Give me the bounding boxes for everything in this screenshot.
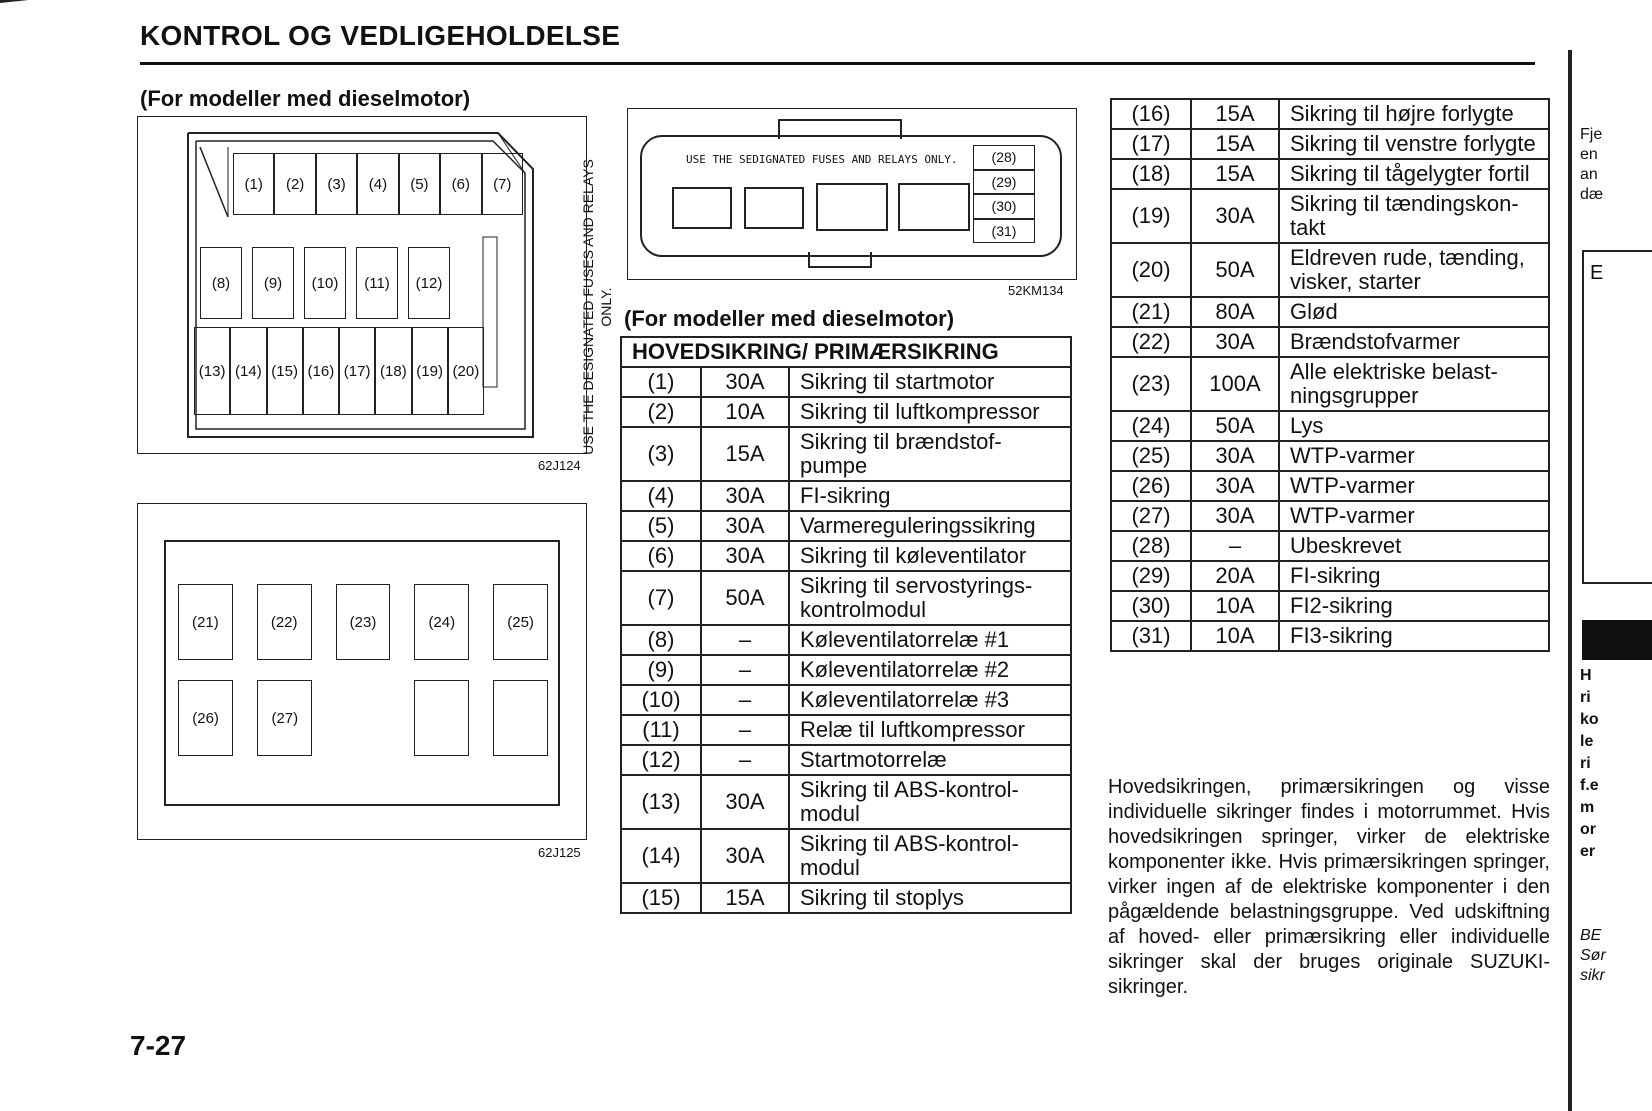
fuse-amperage: 30A (701, 775, 789, 829)
housing-tab-top (778, 119, 902, 139)
fuse-description: FI-sikring (789, 481, 1071, 511)
fuse-amperage: 80A (1191, 297, 1279, 327)
relay-slot: (12) (408, 247, 450, 319)
fuse-slot: (28) (973, 145, 1035, 170)
fuse-description: Sikring til startmotor (789, 367, 1071, 397)
fuse-amperage: 30A (701, 367, 789, 397)
fuse-amperage: 30A (701, 829, 789, 883)
relay-slot: (27) (257, 680, 312, 756)
section-label-left: (For modeller med dieselmotor) (140, 86, 471, 111)
fuse-description: Sikring til venstre forlygte (1279, 129, 1549, 159)
fuse-slot: (19) (412, 327, 448, 415)
table-row (621, 367, 1071, 397)
relay-slot: (26) (178, 680, 233, 756)
figure-code: 52KM134 (1008, 283, 1064, 298)
fuse-number: (1) (621, 367, 701, 397)
fuse-slot: (7) (482, 153, 523, 215)
fuse-description: Køleventilatorrelæ #1 (789, 625, 1071, 655)
fuse-number: (7) (621, 571, 701, 625)
housing-tab-bottom (808, 252, 872, 268)
fuse-slot-blank (816, 183, 888, 231)
fuse-slot: (20) (448, 327, 484, 415)
fuse-slot: (1) (233, 153, 274, 215)
table-row (1111, 159, 1549, 189)
fuse-description: Sikring til servostyrings- kontrolmodul (789, 571, 1071, 625)
fuse-amperage: – (701, 625, 789, 655)
fuse-amperage: 15A (701, 883, 789, 913)
fuse-amperage: 50A (1191, 243, 1279, 297)
next-page-box (1582, 250, 1652, 584)
fuse-slot: (4) (357, 153, 398, 215)
fuse-number: (22) (1111, 327, 1191, 357)
fuse-amperage: 15A (701, 427, 789, 481)
fuse-amperage: 10A (1191, 591, 1279, 621)
fuse-number: (28) (1111, 531, 1191, 561)
fuse-number: (6) (621, 541, 701, 571)
fuse-row-2 (200, 247, 450, 319)
fuse-description: Sikring til køleventilator (789, 541, 1071, 571)
fuse-slot: (14) (230, 327, 266, 415)
table-row (621, 541, 1071, 571)
fuse-description: Sikring til ABS-kontrol- modul (789, 775, 1071, 829)
fragment-text: Fje (1580, 126, 1603, 143)
table-row (621, 745, 1071, 775)
fuse-notice-vertical: USE THE DESIGNATED FUSES AND RELAYS ONLY. (580, 159, 614, 455)
relay-slot: (9) (252, 247, 294, 319)
fuse-box-diagram-3 (627, 108, 1077, 280)
table-row (621, 511, 1071, 541)
fuse-description: WTP-varmer (1279, 471, 1549, 501)
fuse-table-continued (1110, 98, 1550, 652)
fuse-description: WTP-varmer (1279, 501, 1549, 531)
fuse-slot-blank (744, 187, 804, 229)
fuse-amperage: 10A (1191, 621, 1279, 651)
fuse-number: (10) (621, 685, 701, 715)
table-row (1111, 621, 1549, 651)
fuse-slot: (31) (973, 219, 1035, 244)
fuse-info-paragraph: Hovedsikringen, primærsikringen og visse individuelle sikringer findes i motorrummet. Hvis hovedsikringen springer, virker de elektriske komponenter ikke. Hvis primærsikringen springer, virker ingen af de elektriske komponenter i den pågældende belastningsgruppe. Ved udskiftning af hoved- eller primærsikring eller individuelle sikringer skal der bruges originale SUZUKI-sikringer. (1108, 776, 1550, 998)
fuse-description: Sikring til højre forlygte (1279, 99, 1549, 129)
fuse-number: (18) (1111, 159, 1191, 189)
relay-slot: (8) (200, 247, 242, 319)
fuse-description: Sikring til tågelygter fortil (1279, 159, 1549, 189)
fuse-number: (20) (1111, 243, 1191, 297)
fuse-description: FI2-sikring (1279, 591, 1549, 621)
fuse-description: Startmotorrelæ (789, 745, 1071, 775)
fuse-number: (13) (621, 775, 701, 829)
fragment-text: or (1580, 821, 1596, 838)
fuse-number: (21) (1111, 297, 1191, 327)
fuse-box-diagram-2 (137, 503, 587, 840)
table-row (1111, 471, 1549, 501)
fuse-slot: (5) (399, 153, 440, 215)
fuse-slot: (29) (973, 170, 1035, 195)
fuse-number: (2) (621, 397, 701, 427)
table-row (1111, 129, 1549, 159)
table-row (621, 655, 1071, 685)
fuse-amperage: 30A (1191, 501, 1279, 531)
relay-slot: (25) (493, 584, 548, 660)
table-row (621, 715, 1071, 745)
fragment-text: m (1580, 799, 1595, 816)
fuse-amperage: 15A (1191, 99, 1279, 129)
table-row (1111, 591, 1549, 621)
fragment-text: ko (1580, 711, 1599, 728)
fuse-amperage: – (701, 715, 789, 745)
fuse-amperage: – (701, 685, 789, 715)
fuse-amperage: – (701, 655, 789, 685)
figure-code: 62J124 (538, 458, 581, 473)
relay-slot: (11) (356, 247, 398, 319)
relay-slot-blank (414, 680, 469, 756)
fuse-amperage: 10A (701, 397, 789, 427)
table-row (621, 571, 1071, 625)
fuse-description: Sikring til tændingskon- takt (1279, 189, 1549, 243)
table-row (621, 775, 1071, 829)
fuse-description: Sikring til brændstof- pumpe (789, 427, 1071, 481)
fuse-number: (25) (1111, 441, 1191, 471)
table-row (1111, 441, 1549, 471)
table-row (1111, 297, 1549, 327)
table-row (621, 625, 1071, 655)
fuse-slot-blank (672, 187, 732, 229)
table-row (1111, 501, 1549, 531)
fragment-text: E (1590, 262, 1604, 284)
fuse-description: Eldreven rude, tænding, visker, starter (1279, 243, 1549, 297)
fuse-number: (26) (1111, 471, 1191, 501)
relay-box-frame (164, 540, 560, 806)
fuse-description: Brændstofvarmer (1279, 327, 1549, 357)
fuse-number: (12) (621, 745, 701, 775)
fuse-description: FI3-sikring (1279, 621, 1549, 651)
fuse-slot: (3) (316, 153, 357, 215)
fuse-description: Glød (1279, 297, 1549, 327)
fuse-description: Sikring til ABS-kontrol- modul (789, 829, 1071, 883)
fuse-amperage: 15A (1191, 129, 1279, 159)
fuse-number: (19) (1111, 189, 1191, 243)
fuse-amperage: 50A (701, 571, 789, 625)
fuse-amperage: 50A (1191, 411, 1279, 441)
relay-slot: (21) (178, 584, 233, 660)
table-row (621, 829, 1071, 883)
fuse-slot: (15) (267, 327, 303, 415)
relay-row-1 (178, 584, 548, 660)
fragment-text: en (1580, 146, 1598, 163)
fuse-amperage: 30A (701, 481, 789, 511)
fuse-description: WTP-varmer (1279, 441, 1549, 471)
fragment-text: an (1580, 166, 1598, 183)
fuse-number: (11) (621, 715, 701, 745)
fuse-amperage: 30A (1191, 189, 1279, 243)
table-row (1111, 327, 1549, 357)
fuse-number: (24) (1111, 411, 1191, 441)
page-title: KONTROL OG VEDLIGEHOLDELSE (140, 20, 621, 51)
fragment-text: ri (1580, 689, 1591, 706)
fuse-description: Ubeskrevet (1279, 531, 1549, 561)
relay-slot: (22) (257, 584, 312, 660)
fragment-text: f.e (1580, 777, 1599, 794)
fuse-slot: (18) (375, 327, 411, 415)
fuse-amperage: – (701, 745, 789, 775)
next-page-fragment (1580, 926, 1650, 986)
figure-code: 62J125 (538, 845, 581, 860)
fuse-description: Sikring til stoplys (789, 883, 1071, 913)
table-row (621, 481, 1071, 511)
fuse-slot: (6) (440, 153, 481, 215)
fuse-amperage: 30A (701, 511, 789, 541)
relay-slot-blank (493, 680, 548, 756)
fuse-row-1 (233, 153, 523, 215)
fuse-description: Relæ til luftkompressor (789, 715, 1071, 745)
fuse-description: Lys (1279, 411, 1549, 441)
table-header: HOVEDSIKRING/ PRIMÆRSIKRING (621, 337, 1071, 367)
fuse-description: Alle elektriske belast- ningsgrupper (1279, 357, 1549, 411)
fuse-number: (3) (621, 427, 701, 481)
fuse-number: (30) (1111, 591, 1191, 621)
relay-slot: (10) (304, 247, 346, 319)
fuse-row-3 (194, 327, 484, 415)
table-row (1111, 411, 1549, 441)
next-page-fragment (1580, 665, 1650, 863)
table-row (1111, 99, 1549, 129)
relay-slot: (24) (414, 584, 469, 660)
fuse-description: Varmereguleringssikring (789, 511, 1071, 541)
table-row (621, 685, 1071, 715)
fuse-box-diagram-1 (137, 116, 614, 455)
page-number: 7-27 (130, 1030, 187, 1061)
fuse-slot: (30) (973, 194, 1035, 219)
fuse-number: (9) (621, 655, 701, 685)
fuse-description: Sikring til luftkompressor (789, 397, 1071, 427)
fuse-amperage: 30A (1191, 327, 1279, 357)
fuse-amperage: 30A (701, 541, 789, 571)
fuse-number: (5) (621, 511, 701, 541)
table-header-row (621, 337, 1071, 367)
relay-row-2 (178, 680, 548, 756)
table-row (621, 397, 1071, 427)
fuse-slot-column (973, 145, 1035, 243)
fragment-text: ri (1580, 755, 1591, 772)
fuse-number: (17) (1111, 129, 1191, 159)
relay-slot: (23) (336, 584, 391, 660)
fragment-text: sikr (1580, 967, 1605, 984)
section-label-middle: (For modeller med dieselmotor) (624, 306, 955, 331)
next-page-dark-band (1582, 620, 1652, 660)
fuse-number: (14) (621, 829, 701, 883)
fuse-amperage: 20A (1191, 561, 1279, 591)
fuse-amperage: 100A (1191, 357, 1279, 411)
table-row (621, 883, 1071, 913)
fuse-table-main (620, 336, 1072, 914)
empty-slot (336, 680, 389, 756)
fragment-text: le (1580, 733, 1594, 750)
fuse-number: (4) (621, 481, 701, 511)
next-page-fragment (1580, 125, 1650, 205)
fuse-amperage: 30A (1191, 471, 1279, 501)
fragment-text: dæ (1580, 186, 1604, 203)
fuse-notice: USE THE SEDIGNATED FUSES AND RELAYS ONLY. (686, 153, 958, 166)
fragment-text: H (1580, 667, 1592, 684)
fuse-slot: (16) (303, 327, 339, 415)
fuse-slot: (2) (274, 153, 315, 215)
fuse-description: FI-sikring (1279, 561, 1549, 591)
fragment-text: Sør (1580, 947, 1606, 964)
fuse-description: Køleventilatorrelæ #3 (789, 685, 1071, 715)
fuse-slot: (17) (339, 327, 375, 415)
fuse-number: (29) (1111, 561, 1191, 591)
fuse-amperage: 15A (1191, 159, 1279, 189)
header-rule (140, 62, 1535, 65)
fuse-number: (15) (621, 883, 701, 913)
fuse-number: (16) (1111, 99, 1191, 129)
fragment-text: er (1580, 843, 1596, 860)
fragment-text: BE (1580, 927, 1602, 944)
fuse-number: (27) (1111, 501, 1191, 531)
table-row (1111, 357, 1549, 411)
fuse-number: (31) (1111, 621, 1191, 651)
fuse-amperage: – (1191, 531, 1279, 561)
fuse-number: (23) (1111, 357, 1191, 411)
fuse-number: (8) (621, 625, 701, 655)
fuse-amperage: 30A (1191, 441, 1279, 471)
fuse-description: Køleventilatorrelæ #2 (789, 655, 1071, 685)
page-edge (1568, 50, 1572, 1111)
table-row (1111, 561, 1549, 591)
table-row (1111, 189, 1549, 243)
fuse-slot: (13) (194, 327, 230, 415)
table-row (1111, 531, 1549, 561)
page-corner (0, 0, 60, 17)
fuse-slot-blank (898, 183, 970, 231)
table-row (1111, 243, 1549, 297)
table-row (621, 427, 1071, 481)
